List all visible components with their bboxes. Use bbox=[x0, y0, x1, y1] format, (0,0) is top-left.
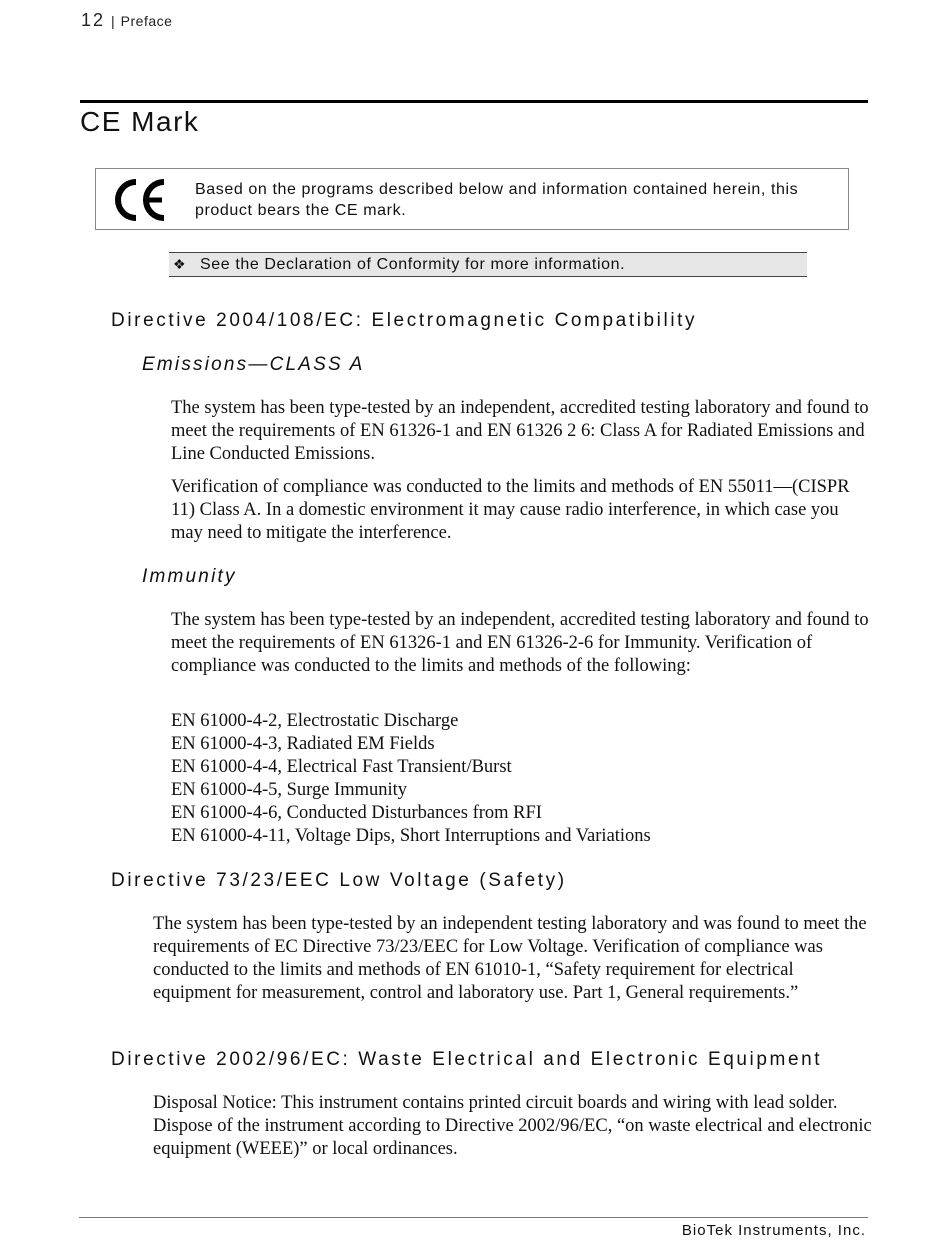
list-item: EN 61000-4-11, Voltage Dips, Short Interruptions and Variations bbox=[171, 826, 651, 846]
heading-weee-directive: Directive 2002/96/EC: Waste Electrical and Electronic Equipment bbox=[111, 1049, 823, 1070]
emissions-paragraph: Verification of compliance was conducted to the limits and methods of EN 55011—(CISPR 11) Class A. In a domestic environment it may cause radio interference, in which case you may need to mitigate the interference. bbox=[171, 477, 850, 543]
low-voltage-paragraph: The system has been type-tested by an independent testing laboratory and was found to meet the requirements of EC Directive 73/23/EEC for Low Voltage. Verification of compliance was conducted to the limits and methods of EN 61010-1, “Safety requirement for electrical equipment for measurement, control and laboratory use. Part 1, General requirements.” bbox=[153, 914, 867, 1003]
ce-mark-icon bbox=[114, 177, 172, 223]
footer-company: BioTek Instruments, Inc. bbox=[681, 1222, 866, 1239]
list-item: EN 61000-4-4, Electrical Fast Transient/Burst bbox=[171, 757, 512, 777]
list-item: EN 61000-4-5, Surge Immunity bbox=[171, 780, 408, 800]
immunity-standards-list bbox=[171, 710, 651, 848]
diamond-bullet-icon: ❖ bbox=[173, 256, 187, 272]
ce-mark-box bbox=[95, 168, 849, 230]
heading-emc-directive: Directive 2004/108/EC: Electromagnetic Compatibility bbox=[111, 310, 698, 331]
heading-immunity: Immunity bbox=[142, 566, 237, 587]
heading-emissions: Emissions—CLASS A bbox=[142, 354, 365, 375]
page-header bbox=[81, 10, 172, 31]
emissions-paragraph: The system has been type-tested by an independent, accredited testing laboratory and found to meet the requirements of EN 61326-1 and EN 61326 2 6: Class A for Radiated Emissions and Line Conducted Emissions. bbox=[171, 398, 869, 464]
weee-paragraph: Disposal Notice: This instrument contains printed circuit boards and wiring with lead solder. Dispose of the instrument according to Directive 2002/96/EC, “on waste electrical and electronic equipment (WEEE)” or local ordinances. bbox=[153, 1093, 872, 1159]
title-rule bbox=[80, 100, 868, 103]
page-title: CE Mark bbox=[80, 106, 200, 137]
ce-mark-text: Based on the programs described below and information contained herein, this product bears the CE mark. bbox=[195, 181, 799, 219]
note-text: See the Declaration of Conformity for more information. bbox=[200, 256, 626, 273]
list-item: EN 61000-4-6, Conducted Disturbances from RFI bbox=[171, 803, 542, 823]
list-item: EN 61000-4-2, Electrostatic Discharge bbox=[171, 711, 459, 731]
heading-low-voltage-directive: Directive 73/23/EEC Low Voltage (Safety) bbox=[111, 870, 567, 891]
conformity-note bbox=[169, 252, 807, 277]
header-separator: | bbox=[111, 13, 115, 29]
list-item: EN 61000-4-3, Radiated EM Fields bbox=[171, 734, 435, 754]
immunity-paragraph: The system has been type-tested by an independent, accredited testing laboratory and found to meet the requirements of EN 61326-1 and EN 61326-2-6 for Immunity. Verification of compliance was conducted to the limits and methods of the following: bbox=[171, 610, 869, 676]
section-name: Preface bbox=[120, 13, 173, 29]
footer-rule bbox=[79, 1217, 868, 1218]
page-number: 12 bbox=[81, 10, 106, 30]
